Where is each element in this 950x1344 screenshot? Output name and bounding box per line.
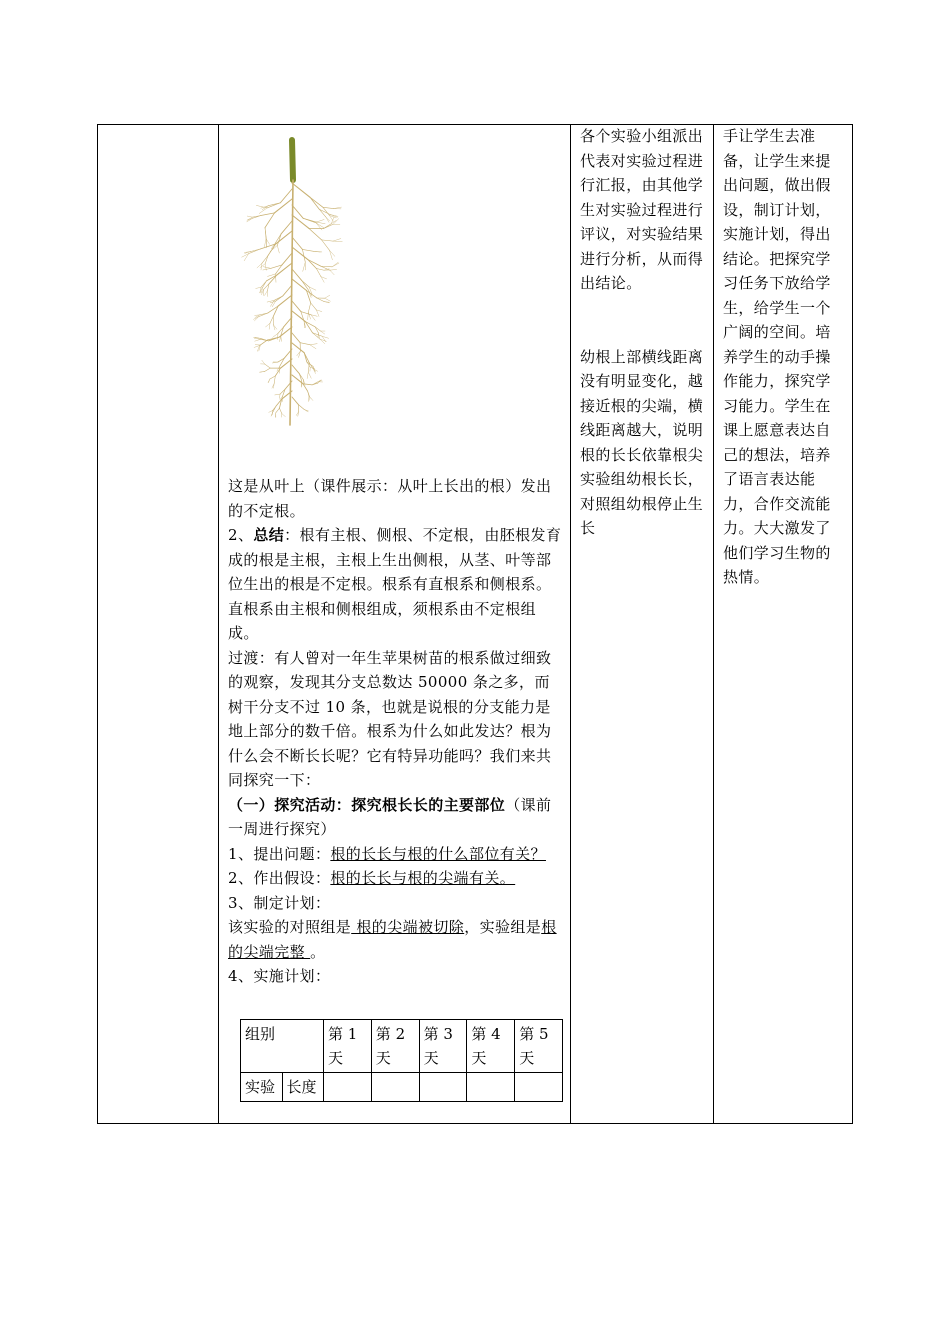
report-paragraph: 各个实验小组派出代表对实验过程进行汇报，由其他学生对实验过程进行评议，对实验结果进行分析，从而得出结论。 <box>580 127 704 292</box>
column-divider <box>570 125 571 1123</box>
measure-cell: 长度 <box>282 1073 324 1102</box>
step-implement: 4、实施计划： <box>228 967 331 985</box>
student-activity-column <box>580 124 706 541</box>
design-intent-column <box>723 124 846 590</box>
step-question: 1、提出问题：根的长长与根的什么部位有关？ <box>228 844 546 863</box>
data-cell[interactable] <box>515 1073 563 1102</box>
step-hypothesis: 2、作出假设：根的长长与根的尖端有关。 <box>228 869 516 887</box>
step-plan: 3、制定计划： <box>228 893 331 912</box>
column-divider <box>713 125 714 1123</box>
adventitious-root-caption: 这是从叶上（课件展示：从叶上长出的根）发出的不定根。 <box>228 477 552 520</box>
data-cell[interactable] <box>324 1073 372 1102</box>
experiment-plan-table <box>240 1019 563 1102</box>
lesson-content-column <box>228 474 564 989</box>
table-row <box>241 1073 563 1102</box>
group-cell: 实验 <box>241 1073 283 1102</box>
summary-paragraph: 2、总结：根有主根、侧根、不定根，由胚根发育成的根是主根，主根上生出侧根，从茎、叶等部位生出的根是不定根。根系有直根系和侧根系。直根系由主根和侧根组成，须根系由不定根组成。 <box>228 526 562 642</box>
day-header: 第 5 天 <box>515 1020 563 1073</box>
fibrous-root-image <box>228 135 358 435</box>
intent-paragraph: 手让学生去准备，让学生来提出问题，做出假设，制订计划，实施计划，得出结论。把探究学习任务下放给学生，给学生一个广阔的空间。培养学生的动手操作能力，探究学习能力。学生在课上愿意表达自己的想法，培养了语言表达能力，合作交流能力。大大激发了他们学习生物的热情。 <box>723 127 831 586</box>
column-divider <box>218 125 219 1123</box>
transition-paragraph: 过渡：有人曾对一年生苹果树苗的根系做过细致的观察，发现其分支总数达 50000 条之多，而树干分支不过 10 条，也就是说根的分支能力是地上部分的数千倍。根系为什么如此发达？根为什么会不断长长呢？它有特异功能吗？我们来共同探究一下： <box>228 648 552 789</box>
activity-heading: （一）探究活动：探究根长长的主要部位（课前一周进行探究） <box>228 795 552 838</box>
data-cell[interactable] <box>419 1073 467 1102</box>
result-paragraph: 幼根上部横线距离没有明显变化，越接近根的尖端，横线距离越大，说明根的长长依靠根尖 <box>580 347 704 464</box>
control-group-sentence: 该实验的对照组是 根的尖端被切除，实验组是根的尖端完整 。 <box>228 918 557 961</box>
day-header: 第 3 天 <box>419 1020 467 1073</box>
conclusion-paragraph: 实验组幼根长长，对照组幼根停止生长 <box>580 470 704 537</box>
table-row <box>241 1020 563 1073</box>
day-header: 第 2 天 <box>371 1020 419 1073</box>
data-cell[interactable] <box>467 1073 515 1102</box>
day-header: 第 4 天 <box>467 1020 515 1073</box>
data-cell[interactable] <box>371 1073 419 1102</box>
group-header: 组别 <box>241 1020 324 1073</box>
day-header: 第 1 天 <box>324 1020 372 1073</box>
